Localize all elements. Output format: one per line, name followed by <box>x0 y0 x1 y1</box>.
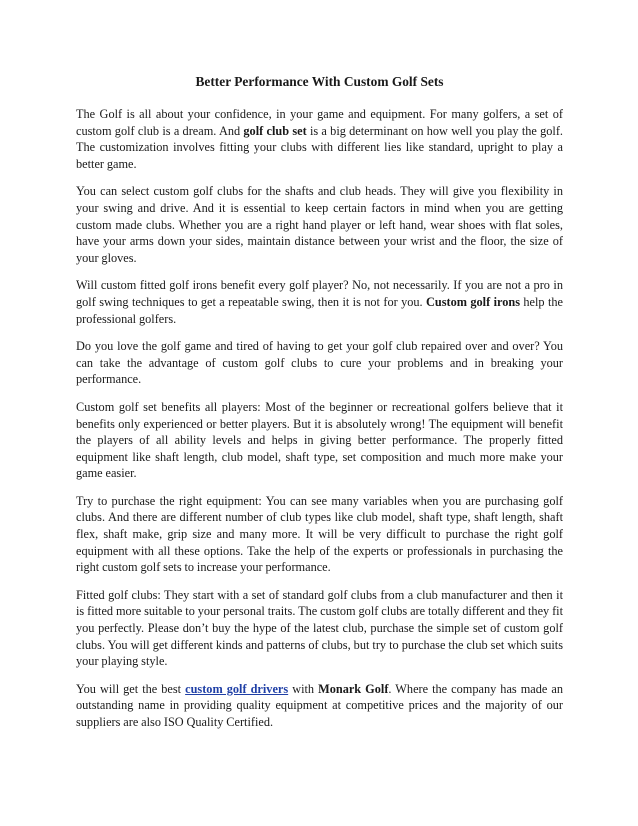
paragraph <box>76 681 563 731</box>
paragraph <box>76 183 563 266</box>
text-run: You will get the best <box>76 681 186 696</box>
text-run: The Golf is all about your confidence, in your game and equipment. For many golfers, a set of custom golf club is a dream. And <box>76 107 563 138</box>
text-run: is a big determinant on how well you play the golf. The customization involves fitting your clubs with different lies like standard, upright to play a better game. <box>76 123 564 171</box>
paragraph <box>76 338 563 388</box>
text-run: with <box>288 681 319 696</box>
bold-phrase: Monark Golf <box>318 681 389 696</box>
paragraph <box>76 106 563 172</box>
bold-phrase: Custom golf irons <box>426 294 521 309</box>
paragraph <box>76 587 563 670</box>
text-run: Try to purchase the right equipment: You can see many variables when you are purchasing golf clubs. And there are different number of club types like club model, shaft type, shaft length, shaft flex, shaft make, grip size and many more. It will be very difficult to purchase the right golf equipment with all these options. Take the help of the experts or professionals in purchasing the right custom golf sets to increase your performance. <box>76 493 563 575</box>
text-run: Custom golf set benefits all players: Most of the beginner or recreational golfers believe that it benefits only experienced or better players. But it is absolutely wrong! The equipment will benefit the players of all ability levels and helps in giving better performance. The properly fitted equipment like shaft length, club model, shaft type, set composition and much more make your game easier. <box>76 399 563 481</box>
document-title: Better Performance With Custom Golf Sets <box>195 74 444 89</box>
paragraph <box>76 277 563 327</box>
bold-phrase: golf club set <box>243 123 307 138</box>
paragraph <box>76 399 563 482</box>
custom-golf-drivers-link[interactable]: custom golf drivers <box>185 681 289 696</box>
document-body <box>76 106 563 731</box>
text-run: Do you love the golf game and tired of having to get your golf club repaired over and over? You can take the advantage of custom golf clubs to cure your problems and in breaking your performance. <box>76 339 563 387</box>
text-run: You can select custom golf clubs for the shafts and club heads. They will give you flexibility in your swing and drive. And it is essential to keep certain factors in mind when you are getting custom made clubs. Whether you are a right hand player or left hand, wear shoes with flat soles, have your arms down your sides, maintain distance between your wrist and the floor, the size of your gloves. <box>76 184 563 265</box>
text-run: Fitted golf clubs: They start with a set of standard golf clubs from a club manufacturer and then it is fitted more suitable to your personal traits. The custom golf clubs are totally different and they fit you perfectly. Please don’t buy the hype of the latest club, purchase the simple set of custom golf clubs. You will get different kinds and patterns of clubs, but try to purchase the club set which suits your playing style. <box>76 587 563 669</box>
paragraph <box>76 493 563 576</box>
text-run: Will custom fitted golf irons benefit every golf player? No, not necessarily. If you are not a pro in golf swing techniques to get a repeatable swing, then it is not for you. <box>76 278 563 309</box>
text-run: . Where the company has made an outstanding name in providing quality equipment at competitive prices and the majority of our suppliers are also ISO Quality Certified. <box>76 681 563 729</box>
text-run: help the professional golfers. <box>76 294 563 326</box>
